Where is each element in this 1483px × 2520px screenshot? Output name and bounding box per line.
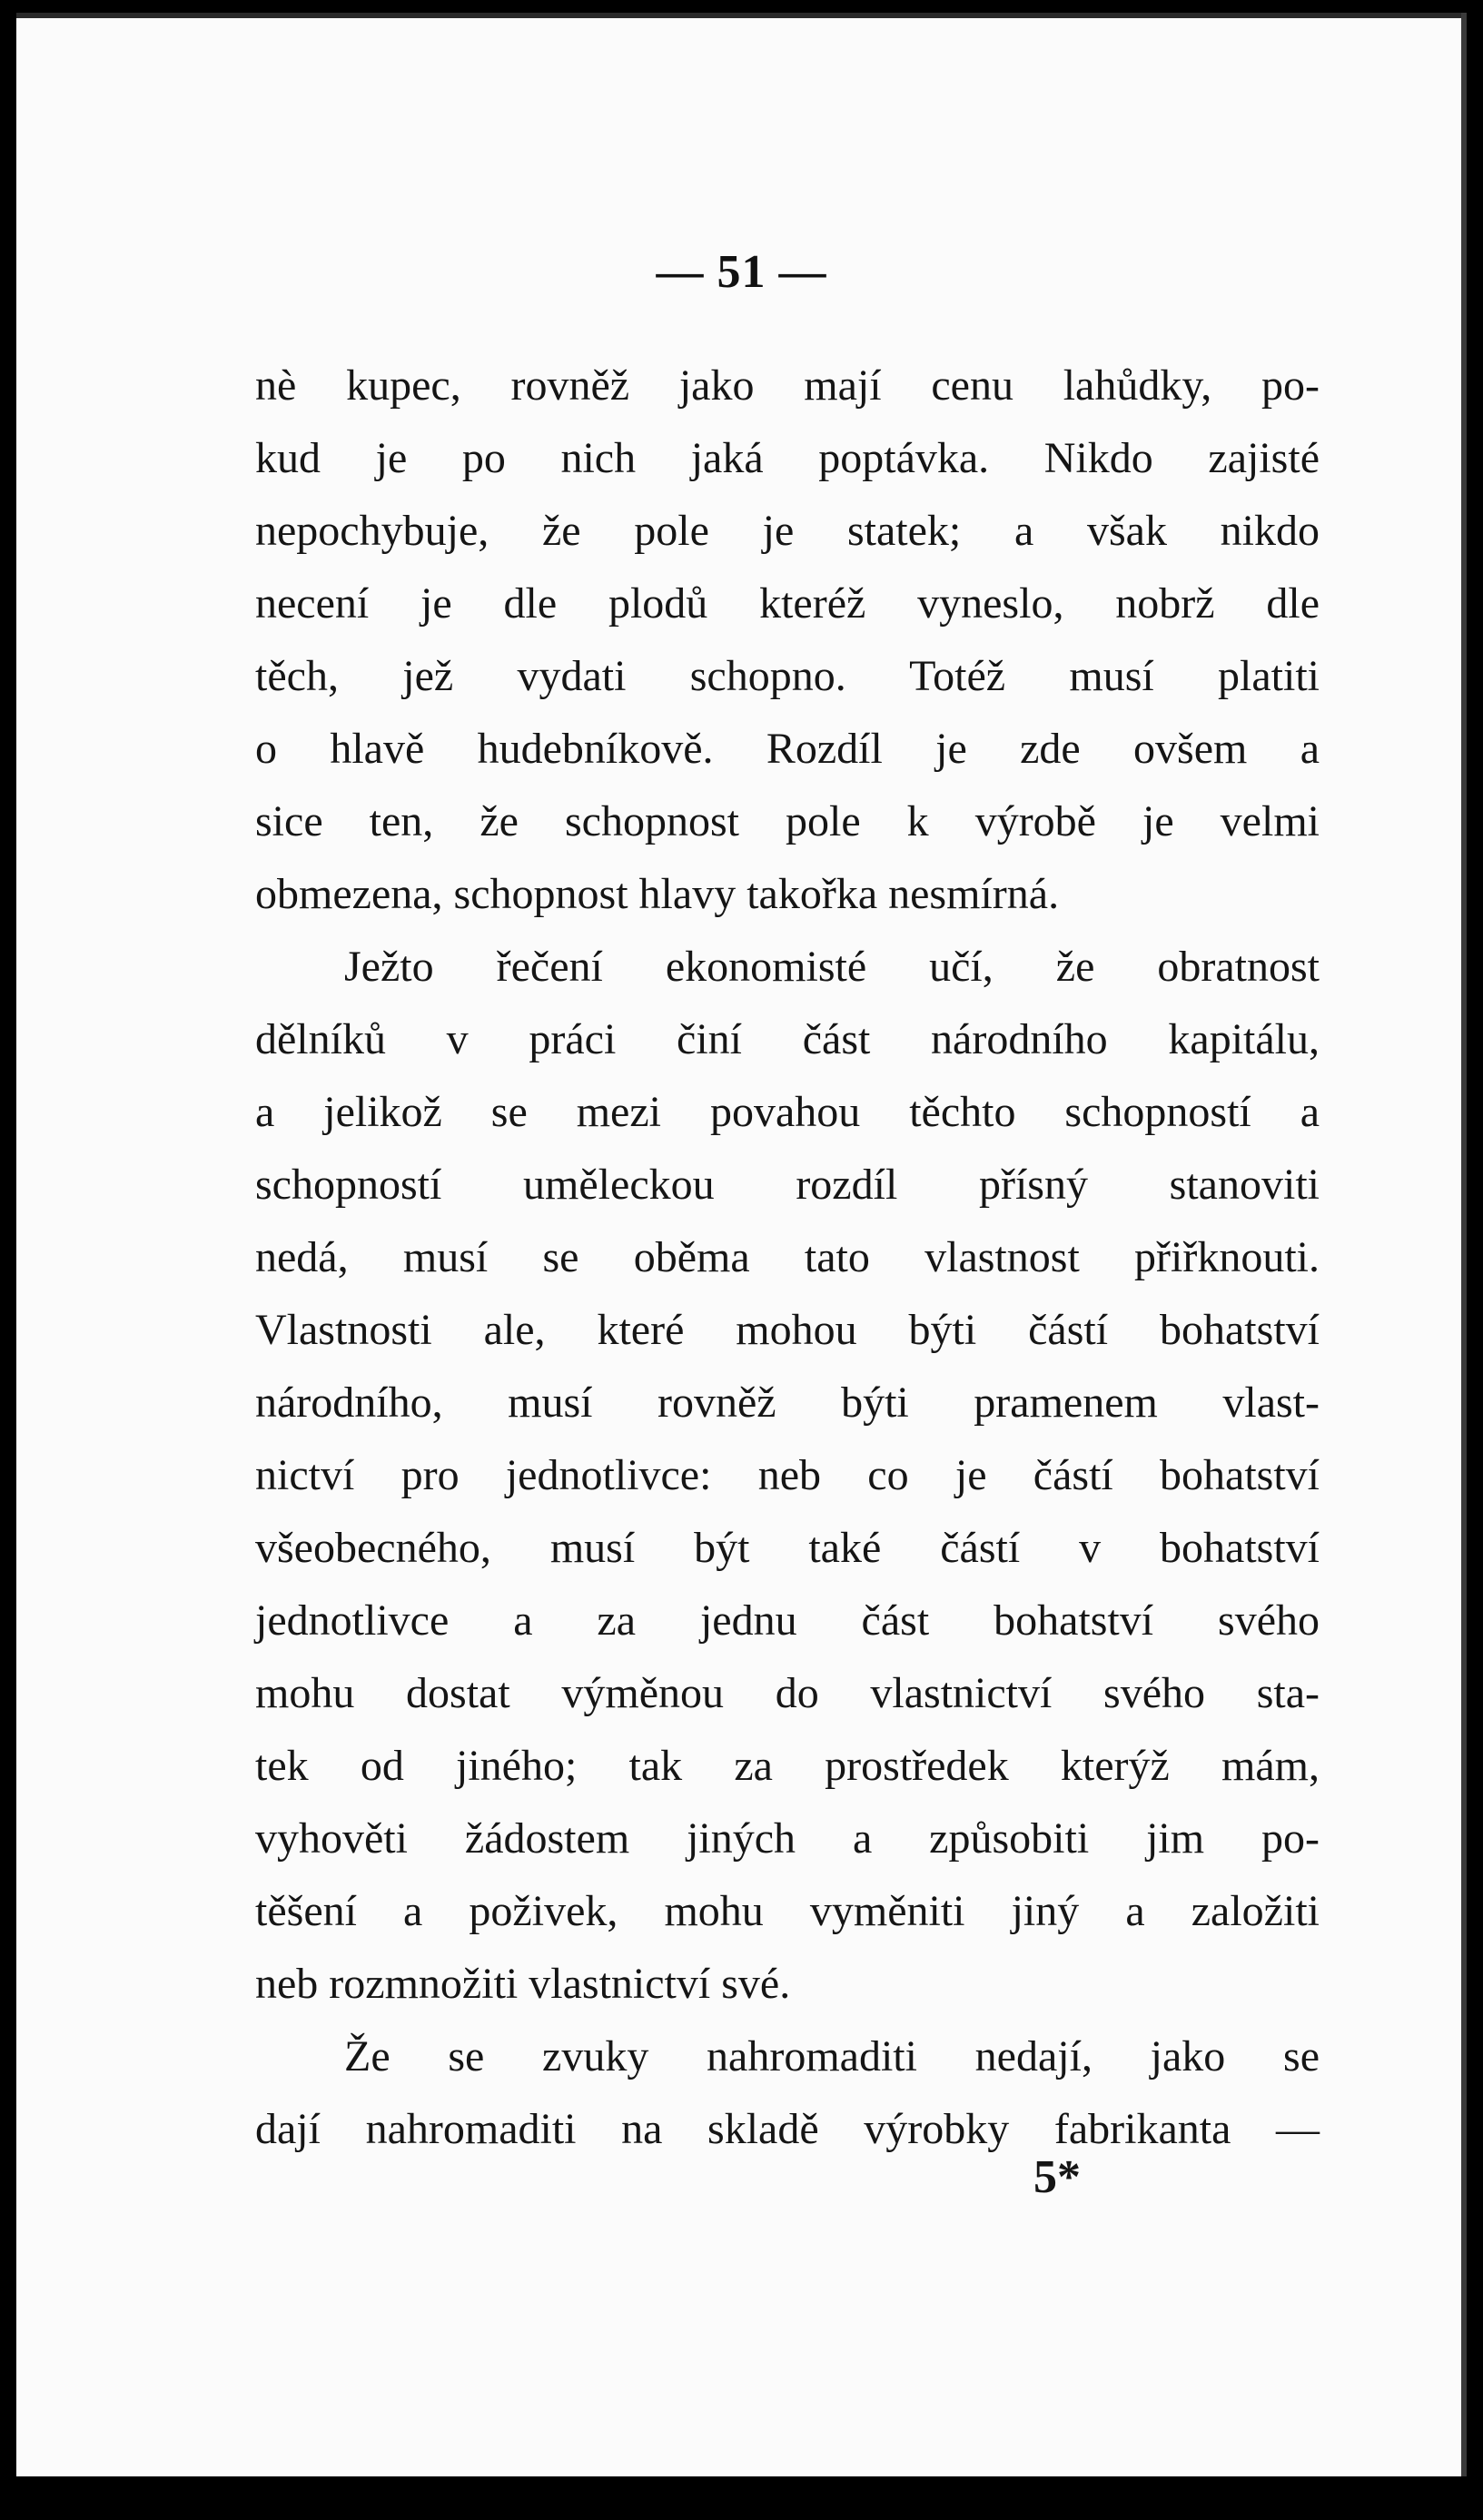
text-line: dají nahromaditi na skladě výrobky fabrikanta — [255,2105,1320,2153]
text-line: necení je dle plodů kteréž vyneslo, nobrž dle [255,579,1320,628]
text-line: vyhověti žádostem jiných a způsobiti jim po- [255,1814,1320,1863]
text-line: Vlastnosti ale, které mohou býti částí bohatství [255,1306,1320,1354]
page-right-edge [1461,13,1467,2476]
text-line: nepochybuje, že pole je statek; a však nikdo [255,507,1320,555]
text-line: sice ten, že schopnost pole k výrobě je velmi [255,797,1320,845]
text-line: a jelikož se mezi povahou těchto schopností a [255,1088,1320,1136]
text-line: mohu dostat výměnou do vlastnictví svého sta- [255,1669,1320,1717]
text-line: Že se zvuky nahromaditi nedají, jako se [344,2032,1320,2080]
text-line: všeobecného, musí být také částí v bohatství [255,1524,1320,1572]
text-line: nedá, musí se oběma tato vlastnost přiřknouti. [255,1233,1320,1281]
text-line: nè kupec, rovněž jako mají cenu lahůdky, po- [255,361,1320,410]
text-line: schopností uměleckou rozdíl přísný stanoviti [255,1161,1320,1209]
text-line: jednotlivce a za jednu část bohatství svého [255,1596,1320,1645]
text-line: těch, jež vydati schopno. Totéž musí platiti [255,652,1320,700]
text-line: tek od jiného; tak za prostředek kterýž mám, [255,1742,1320,1790]
text-line: neb rozmnožiti vlastnictví své. [255,1960,791,2008]
text-line: kud je po nich jaká poptávka. Nikdo zajisté [255,434,1320,482]
body-text [255,350,1320,2166]
text-line: těšení a poživek, mohu vyměniti jiný a založiti [255,1887,1320,1935]
printer-signature-mark: 5* [1033,2151,1081,2203]
page-top-edge [16,13,1467,18]
book-page [16,13,1467,2476]
text-line: nictví pro jednotlivce: neb co je částí bohatství [255,1451,1320,1499]
text-line: obmezena, schopnost hlavy takořka nesmírná. [255,870,1060,918]
text-line: o hlavě hudebníkově. Rozdíl je zde ovšem a [255,725,1320,773]
text-line: Ježto řečení ekonomisté učí, že obratnost [344,943,1320,991]
page-number-header: — 51 — [656,246,827,298]
text-line: národního, musí rovněž býti pramenem vlast- [255,1379,1320,1427]
text-line: dělníků v práci činí část národního kapitálu, [255,1015,1320,1063]
